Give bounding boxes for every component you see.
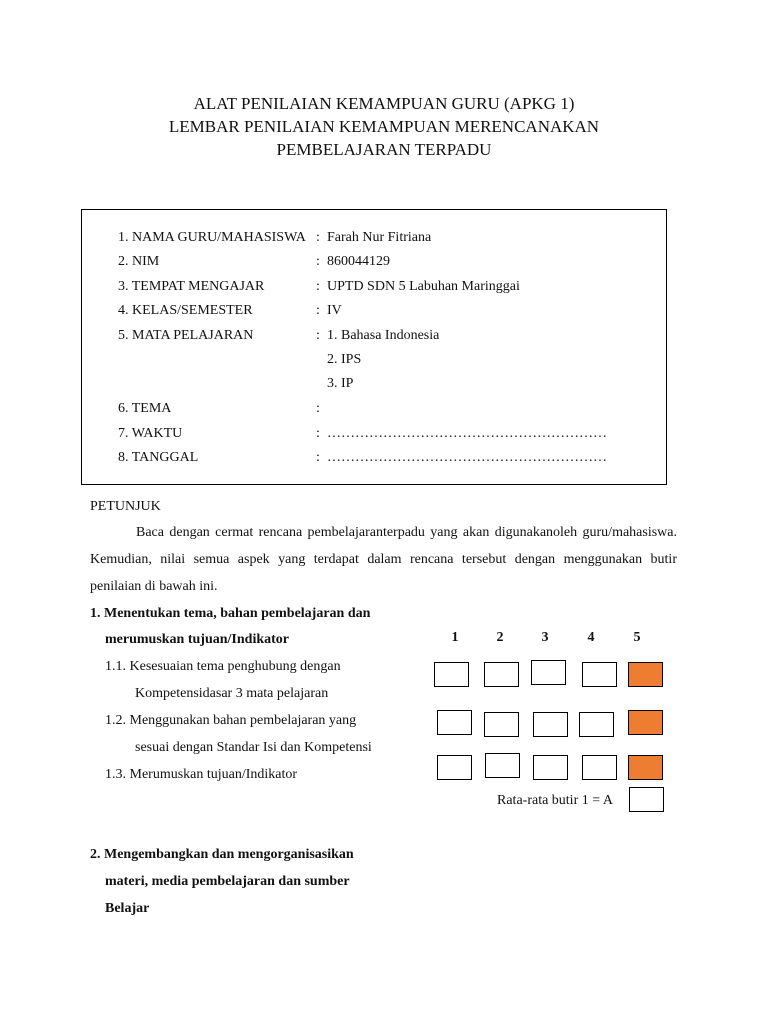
info-colon: : [316, 426, 320, 441]
info-value: 1. Bahasa Indonesia [327, 328, 440, 343]
score-header-5: 5 [633, 630, 641, 645]
info-label: 7. WAKTU [118, 426, 183, 441]
score-box[interactable] [533, 712, 568, 737]
average-label: Rata-rata butir 1 = A [497, 793, 613, 808]
section-1-title-line-1: 1. Menentukan tema, bahan pembelajaran dan [90, 606, 371, 621]
score-header-1: 1 [451, 630, 459, 645]
info-label: 3. TEMPAT MENGAJAR [118, 279, 265, 294]
info-value: 860044129 [327, 254, 390, 269]
score-box[interactable] [434, 662, 469, 687]
info-colon: : [316, 401, 320, 416]
section-1-title-line-2: merumuskan tujuan/Indikator [105, 632, 289, 647]
item-1-2-line-2: sesuai dengan Standar Isi dan Kompetensi [135, 740, 372, 755]
score-box[interactable] [485, 753, 520, 778]
score-header-2: 2 [496, 630, 504, 645]
item-1-3-line-1: 1.3. Merumuskan tujuan/Indikator [105, 767, 298, 782]
info-colon: : [316, 328, 320, 343]
score-header-3: 3 [541, 630, 549, 645]
info-value: UPTD SDN 5 Labuhan Maringgai [327, 279, 520, 294]
title-line-2: LEMBAR PENILAIAN KEMAMPUAN MERENCANAKAN [168, 117, 600, 136]
item-1-1-line-1: 1.1. Kesesuaian tema penghubung dengan [105, 659, 341, 674]
info-colon: : [316, 450, 320, 465]
item-1-2-line-1: 1.2. Menggunakan bahan pembelajaran yang [105, 713, 357, 728]
item-1-1-line-2: Kompetensidasar 3 mata pelajaran [135, 686, 329, 701]
section-2-title-line-1: 2. Mengembangkan dan mengorganisasikan [90, 847, 354, 862]
score-header-4: 4 [587, 630, 595, 645]
title-line-3: PEMBELAJARAN TERPADU [276, 140, 492, 159]
info-label: 2. NIM [118, 254, 160, 269]
info-value: …………………………………………………… [327, 426, 607, 441]
info-value: Farah Nur Fitriana [327, 230, 432, 245]
info-value: 2. IPS [327, 352, 362, 367]
info-value: IV [327, 303, 342, 318]
score-box[interactable] [484, 662, 519, 687]
info-value: …………………………………………………… [327, 450, 607, 465]
score-box[interactable] [484, 712, 519, 737]
score-box[interactable] [579, 712, 614, 737]
score-box[interactable] [533, 755, 568, 780]
title-line-1: ALAT PENILAIAN KEMAMPUAN GURU (APKG 1) [193, 94, 575, 113]
info-label: 8. TANGGAL [118, 450, 199, 465]
info-label: 1. NAMA GURU/MAHASISWA [118, 230, 306, 245]
info-colon: : [316, 303, 320, 318]
info-colon: : [316, 279, 320, 294]
info-label: 6. TEMA [118, 401, 172, 416]
info-label: 5. MATA PELAJARAN [118, 328, 254, 343]
section-2-title-line-2: materi, media pembelajaran dan sumber [105, 874, 350, 889]
score-box[interactable] [582, 662, 617, 687]
instructions-heading: PETUNJUK [90, 499, 161, 514]
instructions-body: Baca dengan cermat rencana pembelajaranterpadu yang akan digunakanoleh guru/mahasiswa. Kemudian, nilai semua aspek yang terdapat dalam rencana tersebut dengan menggunakan butir penilaian di bawah ini. [90, 525, 677, 594]
average-input-box[interactable] [629, 787, 664, 812]
score-box[interactable] [437, 755, 472, 780]
score-box[interactable] [437, 710, 472, 735]
score-box[interactable] [628, 662, 663, 687]
section-2-title-line-3: Belajar [105, 901, 150, 916]
score-box[interactable] [628, 755, 663, 780]
teacher-info-box [81, 209, 667, 485]
info-value: 3. IP [327, 376, 354, 391]
score-box[interactable] [531, 660, 566, 685]
info-colon: : [316, 254, 320, 269]
score-box[interactable] [582, 755, 617, 780]
info-colon: : [316, 230, 320, 245]
info-label: 4. KELAS/SEMESTER [118, 303, 253, 318]
score-box[interactable] [628, 710, 663, 735]
